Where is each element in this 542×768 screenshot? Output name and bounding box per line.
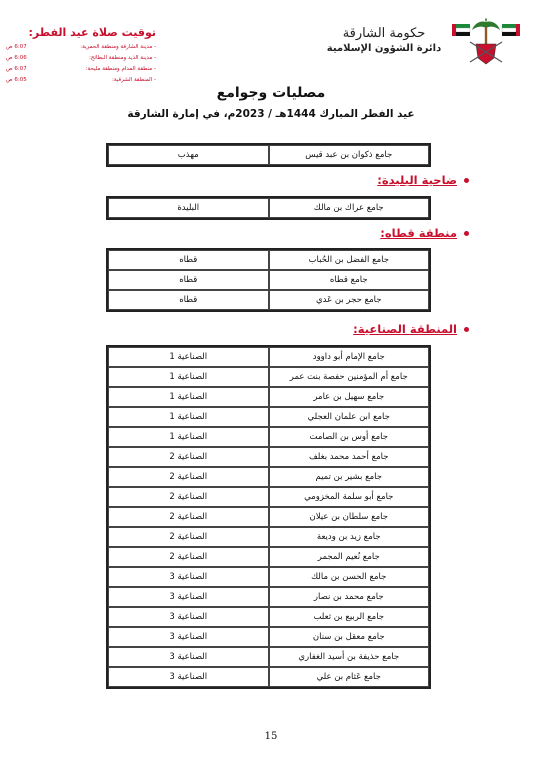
bullet-icon	[464, 231, 469, 236]
table-row	[108, 467, 429, 487]
timing-title: توقيت صلاة عيد الفطر:	[28, 26, 156, 39]
mosque-area: الصناعية 2	[108, 487, 269, 507]
mosque-name: جامع زيد بن وديعة	[269, 527, 430, 547]
timing-row	[6, 53, 156, 64]
section-heading	[380, 226, 469, 240]
table-row	[108, 290, 429, 310]
table-row	[108, 198, 429, 218]
table-row	[108, 250, 429, 270]
table-row	[108, 627, 429, 647]
mosque-area: الصناعية 1	[108, 427, 269, 447]
table-row	[108, 367, 429, 387]
mosque-area: قطاه	[108, 290, 269, 310]
table-row	[108, 145, 429, 165]
mosque-area: الصناعية 3	[108, 587, 269, 607]
section-heading	[353, 322, 469, 336]
mosques-table-continued	[106, 143, 431, 167]
mosque-area: الصناعية 2	[108, 547, 269, 567]
mosque-name: جامع سلطان بن عيلان	[269, 507, 430, 527]
mosque-name: جامع أبو سلمة المخزومي	[269, 487, 430, 507]
mosque-name: جامع الإمام أبو داوود	[269, 347, 430, 367]
mosque-area: الصناعية 1	[108, 347, 269, 367]
timing-area: - المنطقة الشرقية:	[111, 77, 156, 83]
mosque-area: الصناعية 1	[108, 367, 269, 387]
mosque-name: جامع نُعيم المجمر	[269, 547, 430, 567]
mosque-area: مهذب	[108, 145, 269, 165]
table-row	[108, 647, 429, 667]
mosque-area: الصناعية 2	[108, 467, 269, 487]
mosque-name: جامع الحسن بن مالك	[269, 567, 430, 587]
mosque-area: الصناعية 2	[108, 447, 269, 467]
timing-row	[6, 64, 156, 75]
mosque-name: جامع أم المؤمنين حفصة بنت عمر	[269, 367, 430, 387]
section-heading-label: ضاحية البليدة:	[377, 173, 457, 187]
section-heading-label: المنطقة الصناعية:	[353, 322, 457, 336]
timing-time: 6:07 ص	[6, 66, 27, 72]
mosque-name: جامع الربيع بن ثعلب	[269, 607, 430, 627]
section-heading-label: منطقة قطاه:	[380, 226, 457, 240]
mosque-name: جامع أحمد محمد بغلف	[269, 447, 430, 467]
mosque-name: جامع الفضل بن الحُباب	[269, 250, 430, 270]
timing-time: 6:06 ص	[6, 55, 27, 61]
department-name: دائرة الشؤون الإسلامية	[326, 43, 442, 54]
page-number: 15	[264, 731, 278, 742]
mosque-name: جامع ذكوان بن عبد قيس	[269, 145, 430, 165]
mosque-area: قطاه	[108, 250, 269, 270]
mosque-name: جامع سهيل بن عامر	[269, 387, 430, 407]
mosque-name: جامع بشير بن تميم	[269, 467, 430, 487]
mosque-area: الصناعية 3	[108, 567, 269, 587]
mosque-name: جامع عَثام بن علي	[269, 667, 430, 687]
bullet-icon	[464, 178, 469, 183]
table-row	[108, 607, 429, 627]
mosque-name: جامع ابن علمان العجلي	[269, 407, 430, 427]
table-row	[108, 407, 429, 427]
mosque-area: الصناعية 2	[108, 507, 269, 527]
palm-tree-icon	[472, 18, 500, 47]
table-row	[108, 447, 429, 467]
mosques-table-buleida	[106, 196, 431, 220]
mosque-area: الصناعية 1	[108, 407, 269, 427]
table-row	[108, 587, 429, 607]
mosque-name: جامع عراك بن مالك	[269, 198, 430, 218]
page-subtitle: عيد الفطر المبارك 1444هـ / 2023م، في إمارة الشارقة	[127, 108, 415, 120]
page-title: مصليات وجوامع	[216, 85, 326, 101]
flag-right-icon	[502, 24, 520, 36]
table-row	[108, 487, 429, 507]
timing-time: 6:07 ص	[6, 44, 27, 50]
table-row	[108, 567, 429, 587]
mosque-name: جامع أوس بن الصامت	[269, 427, 430, 447]
table-row	[108, 270, 429, 290]
bullet-icon	[464, 327, 469, 332]
timing-time: 6:05 ص	[6, 77, 27, 83]
mosque-name: جامع معقل بن سنان	[269, 627, 430, 647]
table-row	[108, 507, 429, 527]
mosque-area: الصناعية 3	[108, 667, 269, 687]
mosque-area: الصناعية 2	[108, 527, 269, 547]
organization-name	[324, 26, 444, 54]
mosque-area: الصناعية 3	[108, 647, 269, 667]
table-row	[108, 387, 429, 407]
mosque-name: جامع حجر بن عَدي	[269, 290, 430, 310]
flag-left-icon	[452, 24, 470, 36]
section-heading	[377, 173, 469, 187]
mosque-area: قطاه	[108, 270, 269, 290]
table-row	[108, 527, 429, 547]
mosque-name: جامع حذيفة بن أسيد الغفاري	[269, 647, 430, 667]
mosque-area: الصناعية 1	[108, 387, 269, 407]
timing-area: - مدينة الذيد ومنطقة البطائح:	[89, 55, 156, 61]
timing-area: - منطقة المدام ومنطقة مليحة:	[85, 66, 156, 72]
timing-area: - مدينة الشارقة ومنطقة الحمرية:	[80, 44, 156, 50]
table-row	[108, 347, 429, 367]
mosques-table-qataa	[106, 248, 431, 312]
emblem-logo	[446, 14, 526, 70]
eid-prayer-timing	[6, 26, 156, 86]
mosque-name: جامع محمد بن نصار	[269, 587, 430, 607]
table-row	[108, 427, 429, 447]
table-row	[108, 667, 429, 687]
mosque-name: جامع قطاه	[269, 270, 430, 290]
table-row	[108, 547, 429, 567]
mosque-area: الصناعية 3	[108, 627, 269, 647]
mosque-area: الصناعية 3	[108, 607, 269, 627]
mosque-area: البليدة	[108, 198, 269, 218]
government-name: حكومة الشارقة	[342, 26, 426, 41]
timing-row	[6, 42, 156, 53]
mosques-table-industrial	[106, 345, 431, 689]
